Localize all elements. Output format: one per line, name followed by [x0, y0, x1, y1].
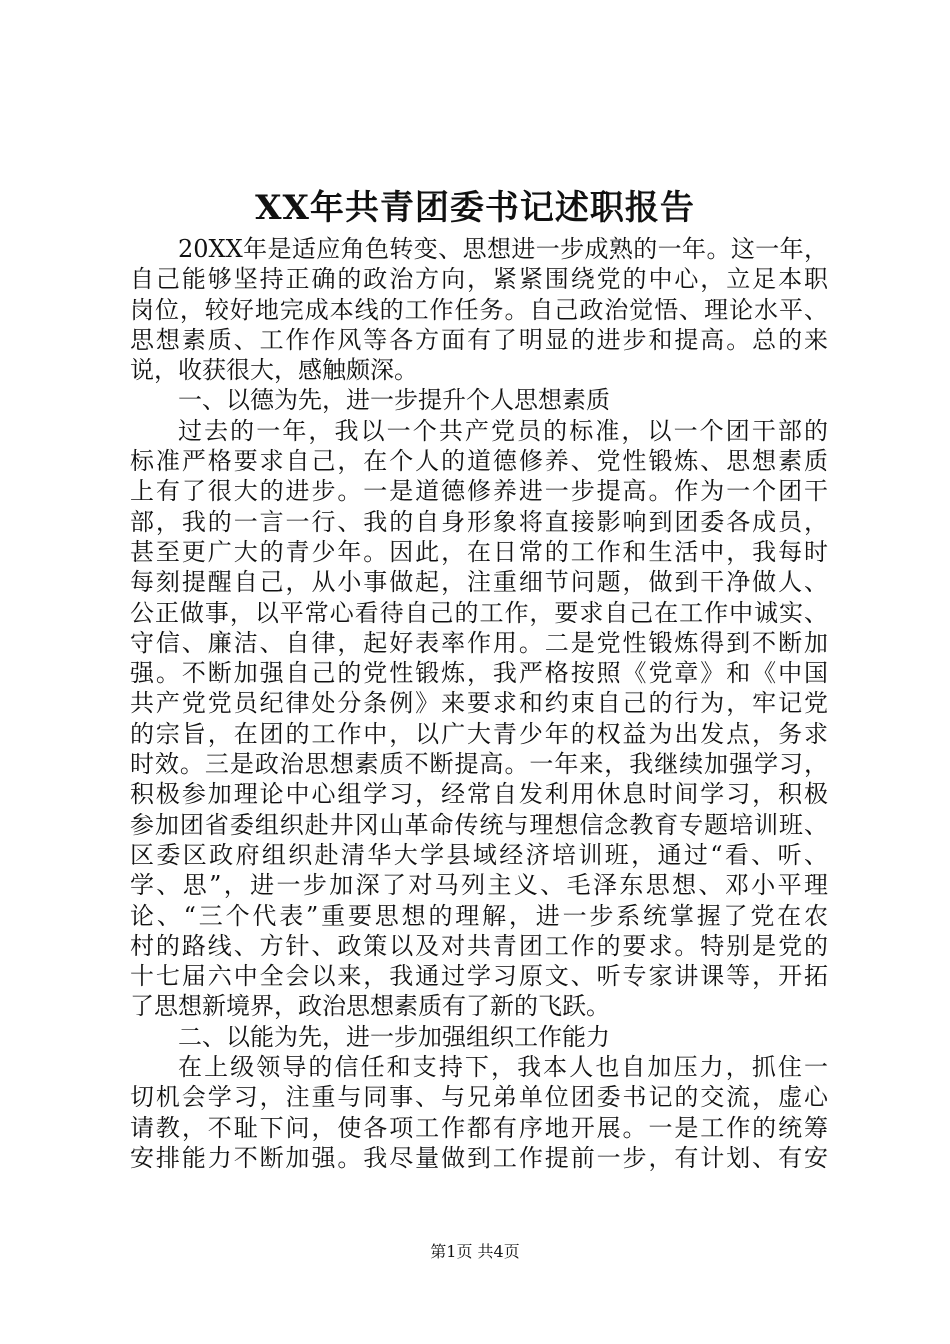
text-line: 了思想新境界，政治思想素质有了新的飞跃。: [130, 992, 610, 1021]
text-line: 岗位，较好地完成本线的工作任务。自己政治觉悟、理论水平、: [130, 295, 828, 324]
text-line: 强。不断加强自己的党性锻炼，我严格按照《党章》和《中国: [130, 659, 828, 688]
text-line: 守信、廉洁、自律，起好表率作用。二是党性锻炼得到不断加: [130, 628, 828, 657]
text-line: 切机会学习，注重与同事、与兄弟单位团委书记的交流，虚心: [130, 1083, 828, 1112]
text-line: 学、思”，进一步加深了对马列主义、毛泽东思想、邓小平理: [130, 871, 828, 900]
text-line: 公正做事，以平常心看待自己的工作，要求自己在工作中诚实、: [130, 598, 828, 627]
text-line: 村的路线、方针、政策以及对共青团工作的要求。特别是党的: [130, 931, 828, 960]
text-line: 积极参加理论中心组学习，经常自发利用休息时间学习，积极: [130, 780, 828, 809]
text-line: 参加团省委组织赴井冈山革命传统与理想信念教育专题培训班、: [130, 810, 828, 839]
text-line: 上有了很大的进步。一是道德修养进一步提高。作为一个团干: [130, 477, 828, 506]
text-line: 共产党党员纪律处分条例》来要求和约束自己的行为，牢记党: [130, 689, 828, 718]
text-line: 区委区政府组织赴清华大学县域经济培训班，通过“看、听、: [130, 840, 828, 869]
text-line: 在上级领导的信任和支持下，我本人也自加压力，抓住一: [178, 1053, 828, 1082]
text-line: 二、以能为先，进一步加强组织工作能力: [178, 1022, 610, 1051]
document-body: [130, 234, 828, 1173]
text-line: 请教，不耻下问，使各项工作都有序地开展。一是工作的统筹: [130, 1113, 828, 1142]
page-footer: 第1页 共4页: [430, 1242, 520, 1261]
text-line: 论、“三个代表”重要思想的理解，进一步系统掌握了党在农: [130, 901, 828, 930]
text-line: 甚至更广大的青少年。因此，在日常的工作和生活中，我每时: [130, 537, 828, 566]
text-line: 说，收获很大，感触颇深。: [130, 356, 418, 385]
text-line: 每刻提醒自己，从小事做起，注重细节问题，做到干净做人、: [130, 568, 828, 597]
text-line: 标准严格要求自己，在个人的道德修养、党性锻炼、思想素质: [130, 447, 828, 476]
text-line: 自己能够坚持正确的政治方向，紧紧围绕党的中心，立足本职: [130, 265, 828, 294]
text-line: 的宗旨，在团的工作中，以广大青少年的权益为出发点，务求: [130, 719, 828, 748]
text-line: 一、以德为先，进一步提升个人思想素质: [178, 386, 610, 415]
text-line: 20XX年是适应角色转变、思想进一步成熟的一年。这一年，: [178, 235, 828, 263]
document-title: XX年共青团委书记述职报告: [255, 188, 695, 228]
text-line: 部，我的一言一行、我的自身形象将直接影响到团委各成员，: [130, 507, 828, 536]
text-line: 思想素质、工作作风等各方面有了明显的进步和提高。总的来: [130, 325, 828, 354]
text-line: 过去的一年，我以一个共产党员的标准，以一个团干部的: [178, 416, 828, 445]
text-line: 安排能力不断加强。我尽量做到工作提前一步，有计划、有安: [130, 1143, 828, 1172]
text-line: 时效。三是政治思想素质不断提高。一年来，我继续加强学习，: [130, 750, 828, 779]
text-line: 十七届六中全会以来，我通过学习原文、听专家讲课等，开拓: [130, 962, 828, 991]
